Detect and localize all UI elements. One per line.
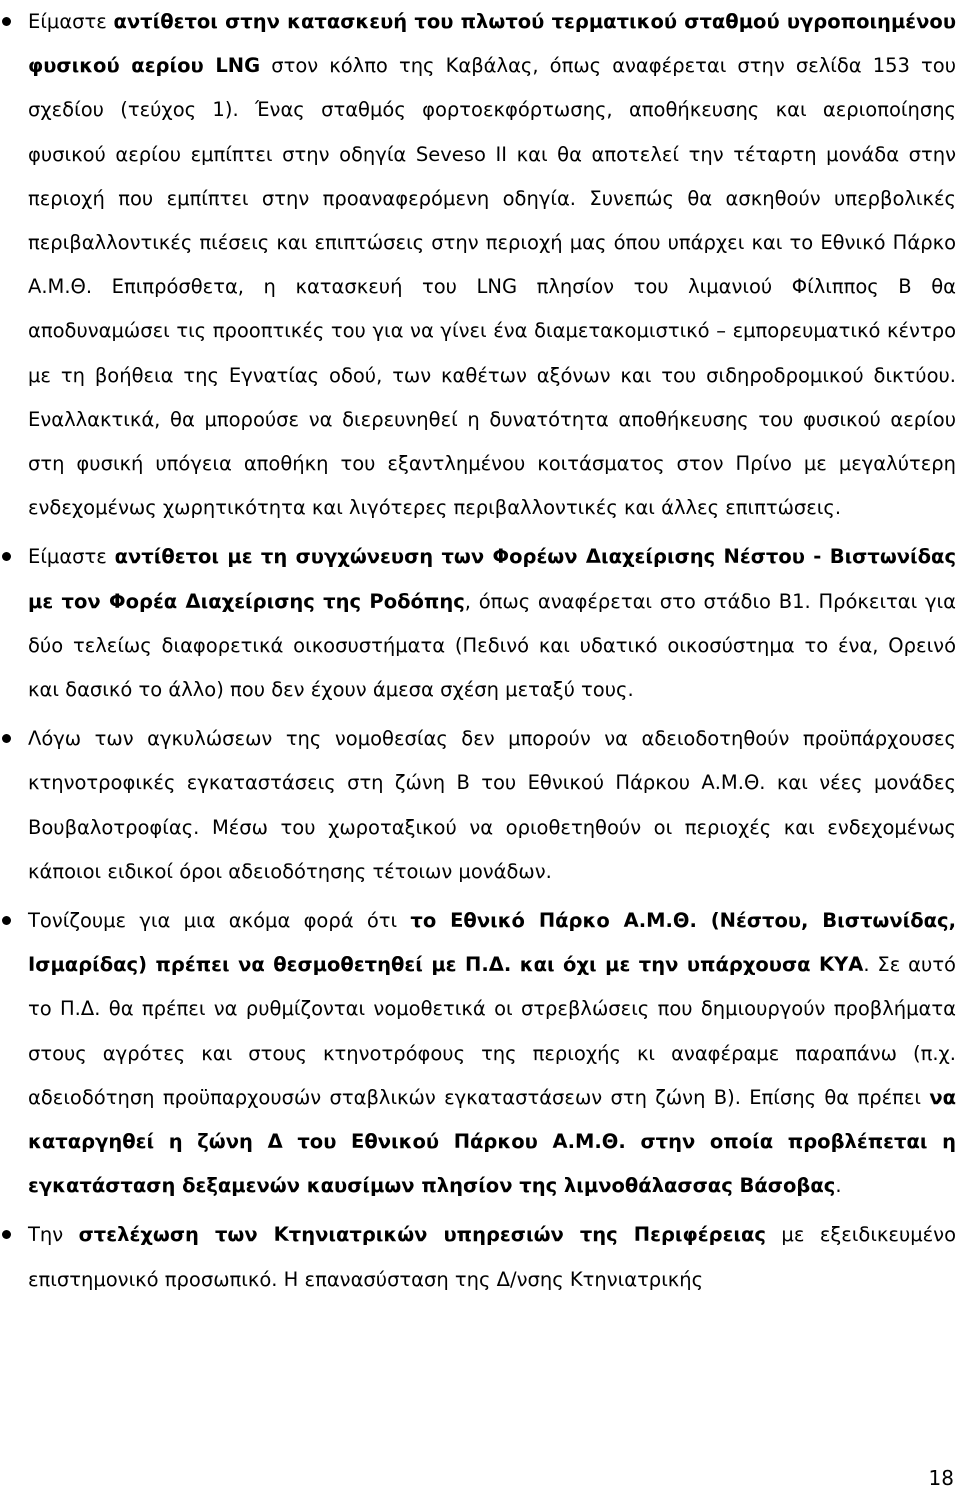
list-item — [0, 1213, 960, 1301]
text-run-bold: το Εθνικό Πάρκο Α.Μ.Θ. (Νέστου, Βιστωνίδας, Ισμαρίδας) πρέπει να θεσμοθετηθεί με Π.Δ. και όχι με την υπάρχουσα ΚΥΑ — [28, 909, 956, 977]
text-run: Λόγω των αγκυλώσεων της νομοθεσίας δεν μπορούν να αδειοδοτηθούν προϋπάρχουσες κτηνοτροφικές εγκαταστάσεις στη ζώνη Β του Εθνικού Πάρκου Α.Μ.Θ. και νέες μονάδες Βουβαλοτροφίας. Μέσω του χωροταξικού να οριοθετηθούν οι περιοχές και ενδεχομένως κάποιοι ειδικοί όροι αδειοδότησης τέτοιων μονάδων. — [28, 727, 956, 883]
text-run-bold: αντίθετοι με τη συγχώνευση των Φορέων Διαχείρισης Νέστου - Βιστωνίδας με τον Φορέα Διαχείρισης της Ροδόπης — [28, 545, 956, 613]
list-item — [0, 899, 960, 1208]
bullet-icon — [2, 552, 11, 561]
bullet-icon — [2, 734, 11, 743]
page-number: 18 — [928, 1466, 954, 1490]
text-run: στον κόλπο της Καβάλας, όπως αναφέρεται στην σελίδα 153 του σχεδίου (τεύχος 1). Ένας σταθμός φορτοεκφόρτωσης, αποθήκευσης και αεριοποίησης φυσικού αερίου εμπίπτει στην οδηγία Seveso II και θα αποτελεί την τέταρτη μονάδα στην περιοχή που εμπίπτει στην προαναφερόμενη οδηγία. Συνεπώς θα ασκηθούν υπερβολικές περιβαλλοντικές πιέσεις και επιπτώσεις στην περιοχή μας όπου υπάρχει και το Εθνικό Πάρκο Α.Μ.Θ. Επιπρόσθετα, η κατασκευή του LNG πλησίον του λιμανιού Φίλιππος Β θα αποδυναμώσει τις προοπτικές του για να γίνει ένα διαμετακομιστικό – εμπορευματικό κέντρο με τη βοήθεια της Εγνατίας οδού, των καθέτων αξόνων και του σιδηροδρομικού δικτύου. Εναλλακτικά, θα μπορούσε να διερευνηθεί η δυνατότητα αποθήκευσης του φυσικού αερίου στη φυσική υπόγεια αποθήκη του εξαντλημένου κοιτάσματος στον Πρίνο με μεγαλύτερη ενδεχομένως χωρητικότητα και λιγότερες περιβαλλοντικές και άλλες επιπτώσεις. — [28, 54, 957, 520]
text-run: Τονίζουμε για μια ακόμα φορά ότι — [28, 909, 411, 933]
text-run: με εξειδικευμένο επιστημονικό προσωπικό. Η επανασύσταση της Δ/νσης Κτηνιατρικής — [28, 1223, 956, 1291]
list-item — [0, 535, 960, 712]
list-item — [0, 0, 960, 530]
paragraph — [28, 899, 956, 1208]
paragraph — [28, 535, 956, 712]
list-item — [0, 717, 960, 894]
text-run: Την — [28, 1223, 79, 1247]
bullet-icon — [2, 1230, 11, 1239]
text-run: Είμαστε — [28, 10, 114, 33]
text-run: . — [835, 1174, 842, 1198]
text-run: . Σε αυτό το Π.Δ. θα πρέπει να ρυθμίζονται νομοθετικά οι στρεβλώσεις που δημιουργούν προβλήματα στους αγρότες και στους κτηνοτρόφους της περιοχής κι αναφέραμε παραπάνω (π.χ. αδειοδότηση προϋπαρχουσών σταβλικών εγκαταστάσεων στη ζώνη Β). Επίσης θα πρέπει — [28, 953, 956, 1109]
text-run-bold: στελέχωση των Κτηνιατρικών υπηρεσιών της Περιφέρειας — [78, 1223, 766, 1247]
bullet-icon — [2, 916, 11, 925]
text-run: , όπως αναφέρεται στο στάδιο Β1. Πρόκειται για δύο τελείως διαφορετικά οικοσυστήματα (Πεδινό και υδατικό οικοσύστημα το ένα, Ορεινό και δασικό το άλλο) που δεν έχουν άμεσα σχέση μεταξύ τους. — [28, 589, 956, 702]
paragraph — [28, 0, 956, 530]
text-run-bold: αντίθετοι στην κατασκευή του πλωτού τερματικού σταθμού υγροποιημένου φυσικού αερίου LNG — [28, 10, 956, 78]
paragraph — [28, 717, 956, 894]
text-run-bold: να καταργηθεί η ζώνη Δ του Εθνικού Πάρκου Α.Μ.Θ. στην οποία προβλέπεται η εγκατάσταση δεξαμενών καυσίμων πλησίον της λιμνοθάλασσας Βάσοβας — [28, 1085, 956, 1198]
bullet-icon — [2, 17, 11, 26]
paragraph — [28, 1213, 956, 1301]
text-run: Είμαστε — [28, 545, 115, 569]
